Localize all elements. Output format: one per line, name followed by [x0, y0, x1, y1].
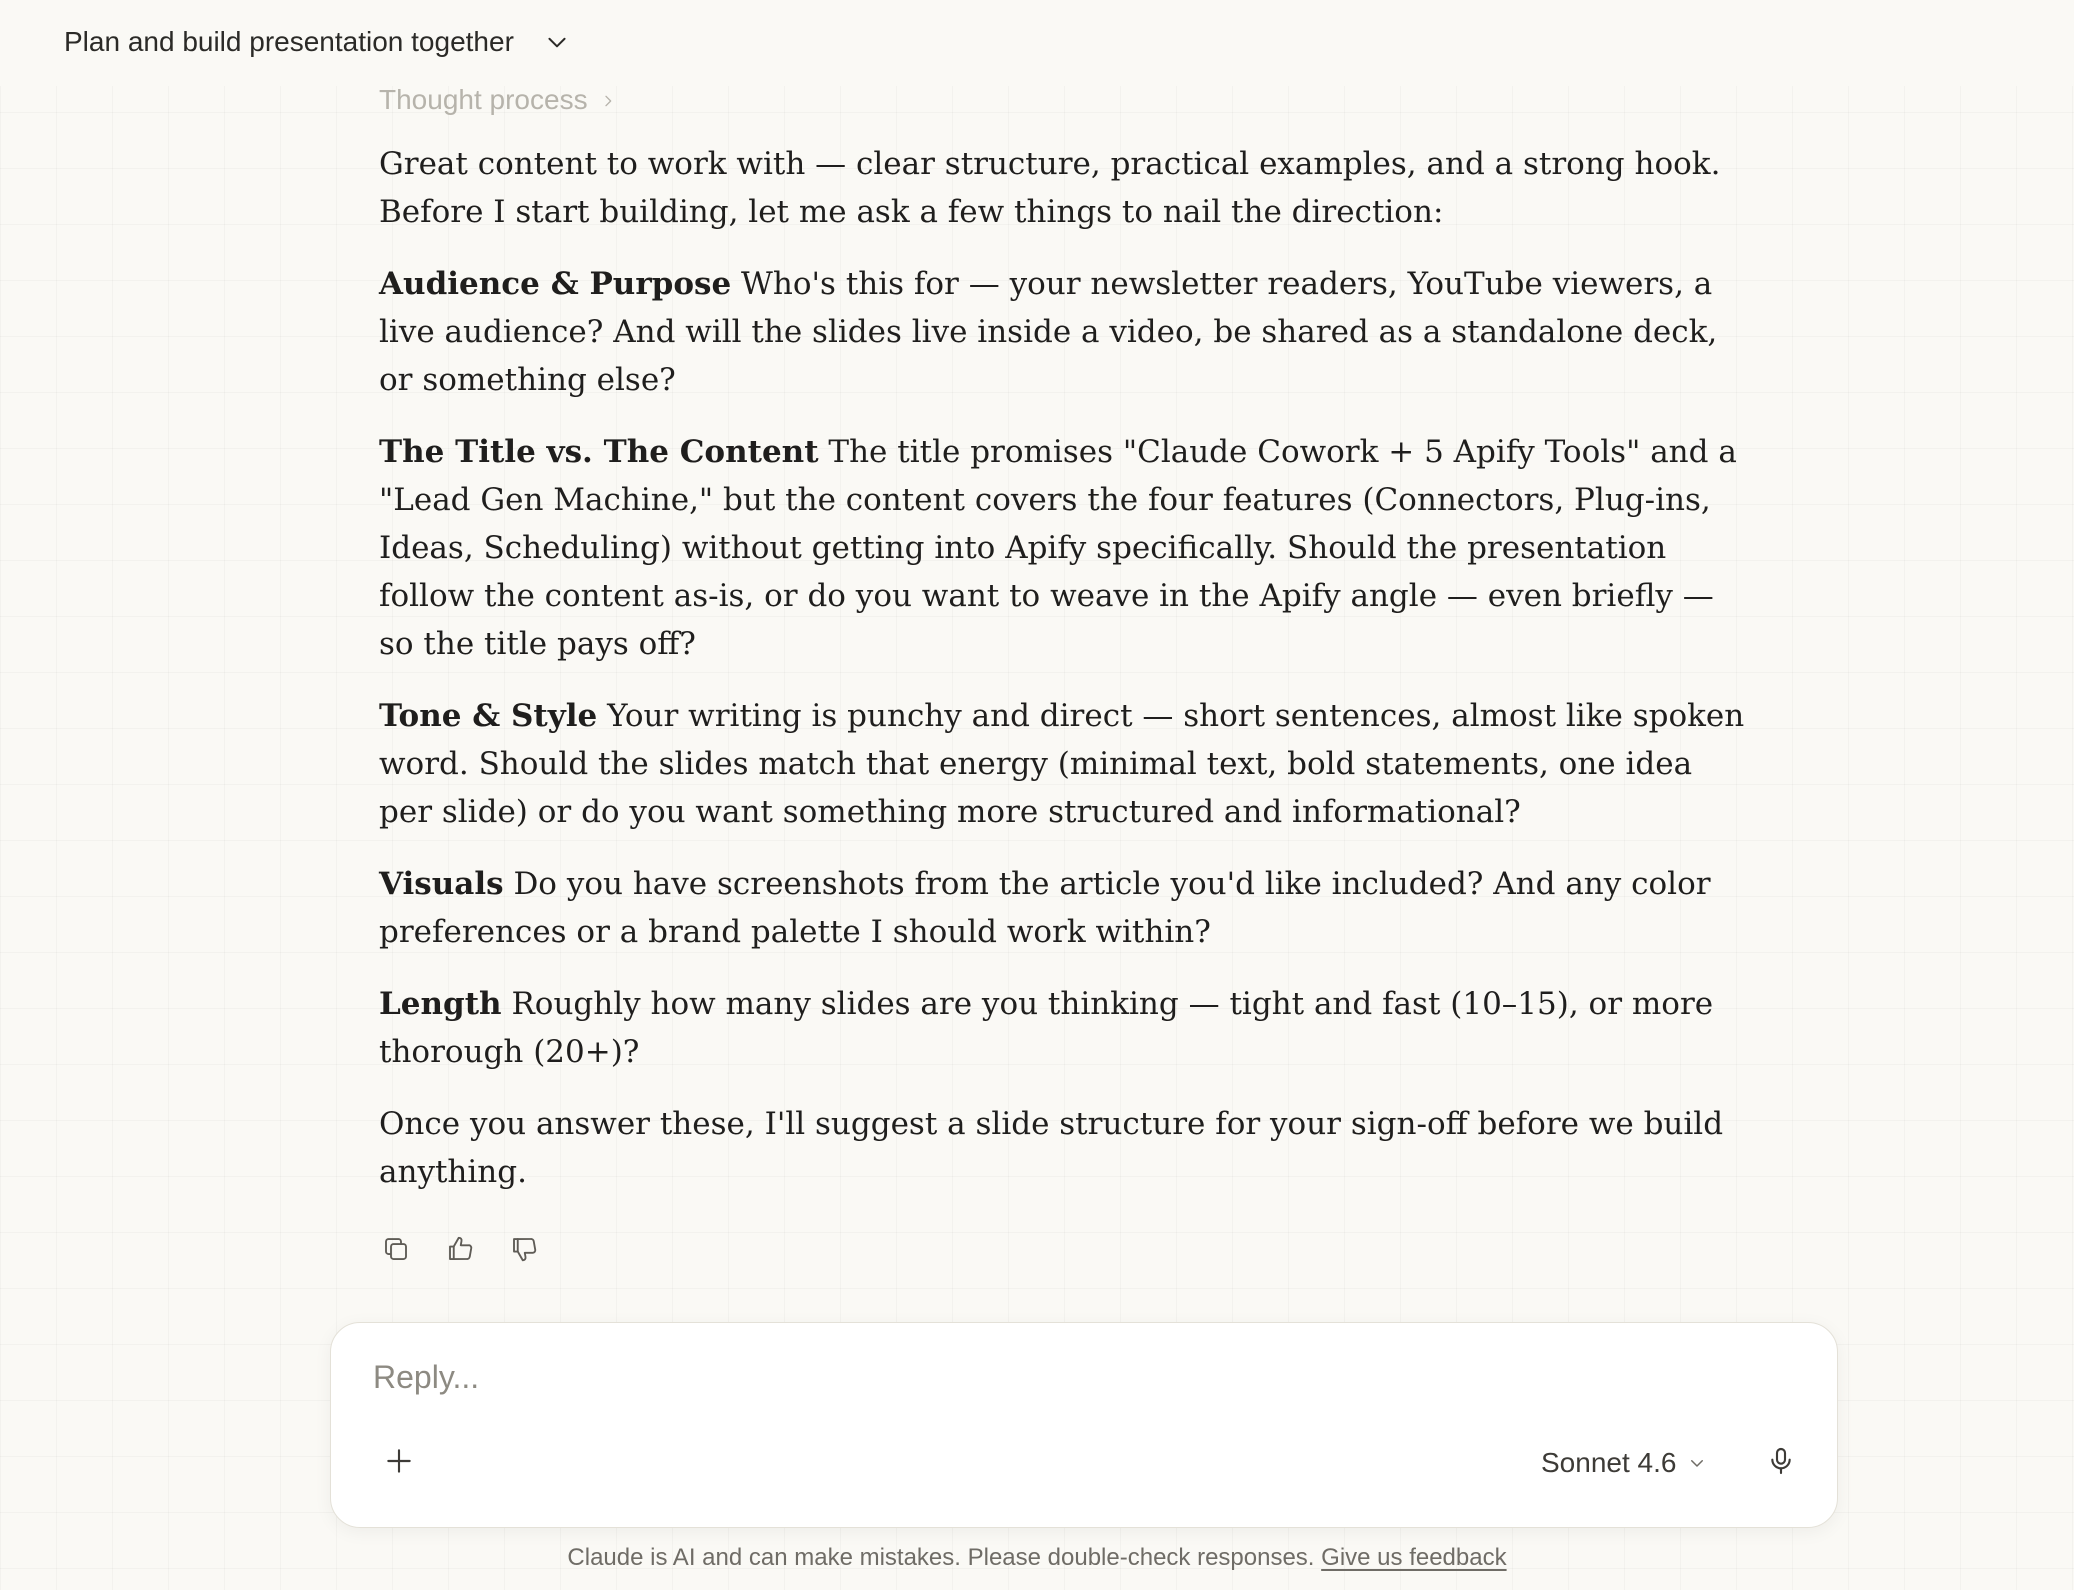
- message-closing: Once you answer these, I'll suggest a slide structure for your sign-off before we build anything.: [379, 1106, 1724, 1190]
- assistant-message: [379, 140, 1749, 1220]
- thought-process-toggle[interactable]: [379, 84, 616, 116]
- message-section: [379, 692, 1749, 836]
- section-heading: The Title vs. The Content: [379, 434, 819, 470]
- section-heading: Length: [379, 986, 502, 1022]
- model-selector[interactable]: [1541, 1441, 1706, 1485]
- thought-process-label: Thought process: [379, 84, 588, 115]
- section-heading: Tone & Style: [379, 698, 598, 734]
- add-attachment-button[interactable]: [379, 1443, 419, 1483]
- voice-input-button[interactable]: [1759, 1441, 1803, 1485]
- message-section: [379, 980, 1749, 1076]
- message-section: [379, 260, 1749, 404]
- thumbs-down-button[interactable]: [507, 1234, 541, 1268]
- message-section: [379, 428, 1749, 668]
- chevron-right-icon: [600, 84, 616, 116]
- top-bar: [0, 0, 2074, 86]
- chevron-down-icon: [544, 29, 570, 55]
- reply-composer: [330, 1322, 1838, 1528]
- thumbs-down-icon: [509, 1234, 539, 1269]
- copy-button[interactable]: [379, 1234, 413, 1268]
- chevron-down-icon: [1688, 1447, 1706, 1479]
- model-name: Sonnet 4.6: [1541, 1447, 1677, 1478]
- feedback-link[interactable]: Give us feedback: [1321, 1544, 1507, 1571]
- disclaimer-text: Claude is AI and can make mistakes. Please double-check responses.: [567, 1544, 1315, 1571]
- section-heading: Audience & Purpose: [379, 266, 732, 302]
- microphone-icon: [1765, 1445, 1797, 1482]
- reply-input[interactable]: [373, 1349, 1793, 1405]
- footer-disclaimer: [0, 1544, 2074, 1572]
- conversation-title: Plan and build presentation together: [64, 26, 514, 57]
- plus-icon: [383, 1445, 415, 1482]
- section-text: Roughly how many slides are you thinking — tight and fast (10–15), or more thorough (20+)?: [379, 986, 1714, 1070]
- message-intro: Great content to work with — clear structure, practical examples, and a strong hook. Before I start building, let me ask a few things to nail the direction:: [379, 146, 1721, 230]
- thumbs-up-button[interactable]: [443, 1234, 477, 1268]
- section-text: Your writing is punchy and direct — short sentences, almost like spoken word. Should the slides match that energy (minimal text, bold statements, one idea per slide) or do you want something more structured and informational?: [379, 698, 1745, 830]
- message-section: [379, 860, 1749, 956]
- thumbs-up-icon: [445, 1234, 475, 1269]
- section-text: Who's this for — your newsletter readers, YouTube viewers, a live audience? And will the slides live inside a video, be shared as a standalone deck, or something else?: [379, 266, 1718, 398]
- message-actions: [379, 1234, 541, 1268]
- conversation-title-dropdown[interactable]: [64, 20, 570, 64]
- copy-icon: [381, 1234, 411, 1269]
- section-text: The title promises "Claude Cowork + 5 Apify Tools" and a "Lead Gen Machine," but the content covers the four features (Connectors, Plug-ins, Ideas, Scheduling) without getting into Apify specifically. Should the presentation follow the content as-is, or do you want to weave in the Apify angle — even briefly — so the title pays off?: [379, 434, 1737, 662]
- section-heading: Visuals: [379, 866, 504, 902]
- section-text: Do you have screenshots from the article you'd like included? And any color preferences or a brand palette I should work within?: [379, 866, 1711, 950]
